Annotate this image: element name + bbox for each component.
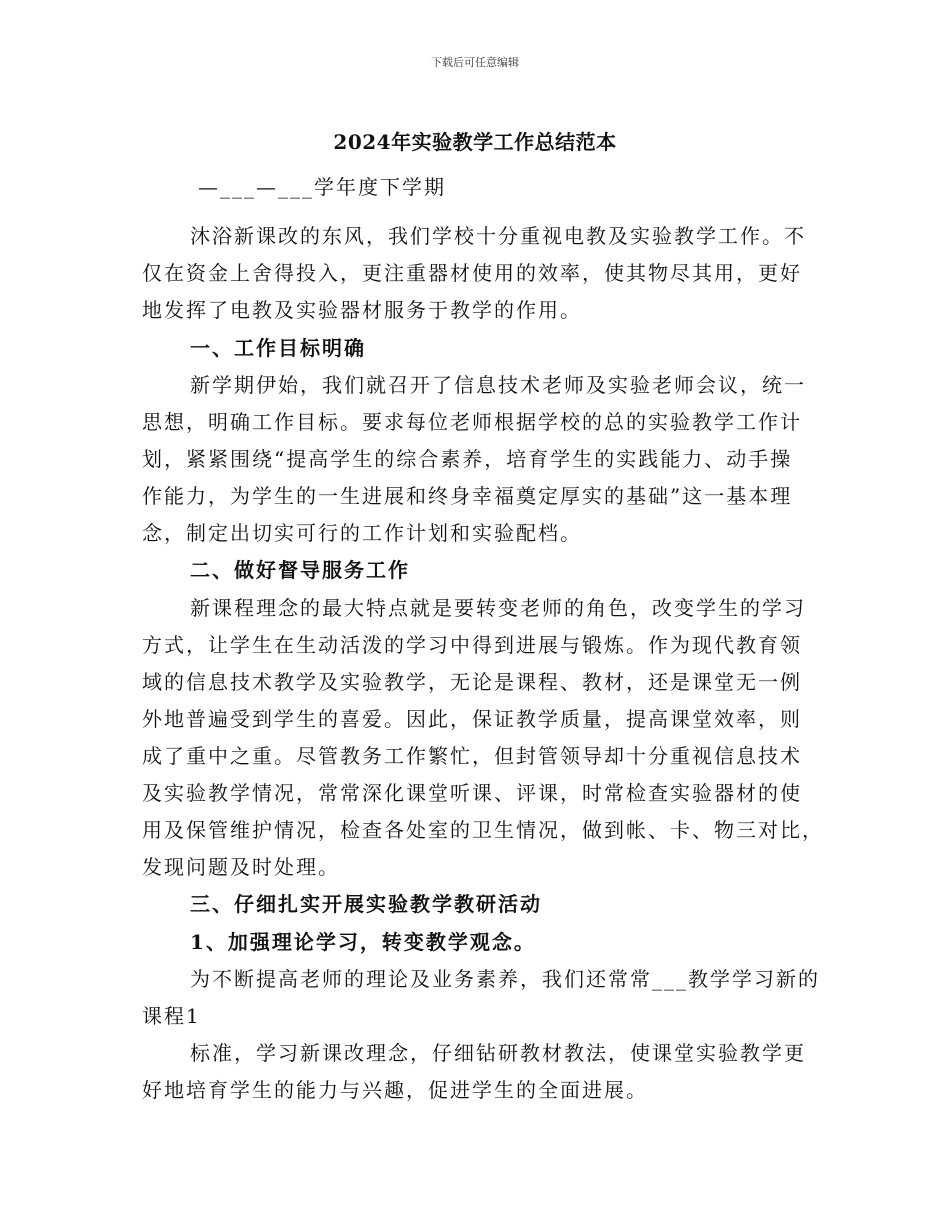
paragraph-line: 念，制定出切实可行的工作计划和实验配档。 — [142, 521, 582, 545]
section-heading-3: 三、仔细扎实开展实验教学教研活动 — [190, 892, 542, 916]
paragraph-line: 用及保管维护情况，检查各处室的卫生情况，做到帐、卡、物三对比， — [142, 818, 824, 842]
paragraph-line: 划，紧紧围绕“提高学生的综合素养，培育学生的实践能力、动手操 — [142, 447, 793, 471]
paragraph-line: 及实验教学情况，常常深化课堂听课、评课，时常检查实验器材的使 — [142, 781, 802, 805]
section-heading-1: 一、工作目标明确 — [190, 336, 366, 360]
paragraph-line: 好地培育学生的能力与兴趣，促进学生的全面进展。 — [142, 1078, 648, 1102]
section-heading-2: 二、做好督导服务工作 — [190, 558, 410, 582]
paragraph-line: 地发挥了电教及实验器材服务于教学的作用。 — [142, 298, 582, 322]
paragraph-line: 新课程理念的最大特点就是要转变老师的角色，改变学生的学习 — [190, 596, 806, 620]
subsection-heading-1: 1、加强理论学习，转变教学观念。 — [190, 930, 536, 954]
paragraph-line: 方式，让学生在生动活泼的学习中得到进展与锻炼。作为现代教育领 — [142, 633, 802, 657]
paragraph-line: 标准，学习新课改理念，仔细钻研教材教法，使课堂实验教学更 — [190, 1041, 806, 1065]
paragraph-line: 成了重中之重。尽管教务工作繁忙，但封管领导却十分重视信息技术 — [142, 744, 802, 768]
paragraph-line: 仅在资金上舍得投入，更注重器材使用的效率，使其物尽其用，更好 — [142, 261, 802, 285]
paragraph-line: 发现问题及时处理。 — [142, 855, 340, 879]
paragraph-line: 为不断提高老师的理论及业务素养，我们还常常___教学学习新的 — [190, 967, 820, 991]
paragraph-line: 新学期伊始，我们就召开了信息技术老师及实验老师会议，统一 — [190, 373, 806, 397]
paragraph-line: 课程1 — [142, 1004, 201, 1028]
document-title: 2024年实验教学工作总结范本 — [333, 130, 617, 154]
paragraph-line: 作能力，为学生的一生进展和终身幸福奠定厚实的基础”这一基本理 — [142, 484, 793, 508]
paragraph-line: 域的信息技术教学及实验教学，无论是课程、教材，还是课堂无一例 — [142, 670, 802, 694]
paragraph-line: 沐浴新课改的东风，我们学校十分重视电教及实验教学工作。不 — [190, 224, 806, 248]
paragraph-line: 外地普遍受到学生的喜爱。因此，保证教学质量，提高课堂效率，则 — [142, 707, 802, 731]
page-header-note: 下载后可任意编辑 — [431, 56, 519, 69]
semester-line: —___—___学年度下学期 — [198, 175, 446, 199]
paragraph-line: 思想，明确工作目标。要求每位老师根据学校的总的实验教学工作计 — [142, 410, 802, 434]
